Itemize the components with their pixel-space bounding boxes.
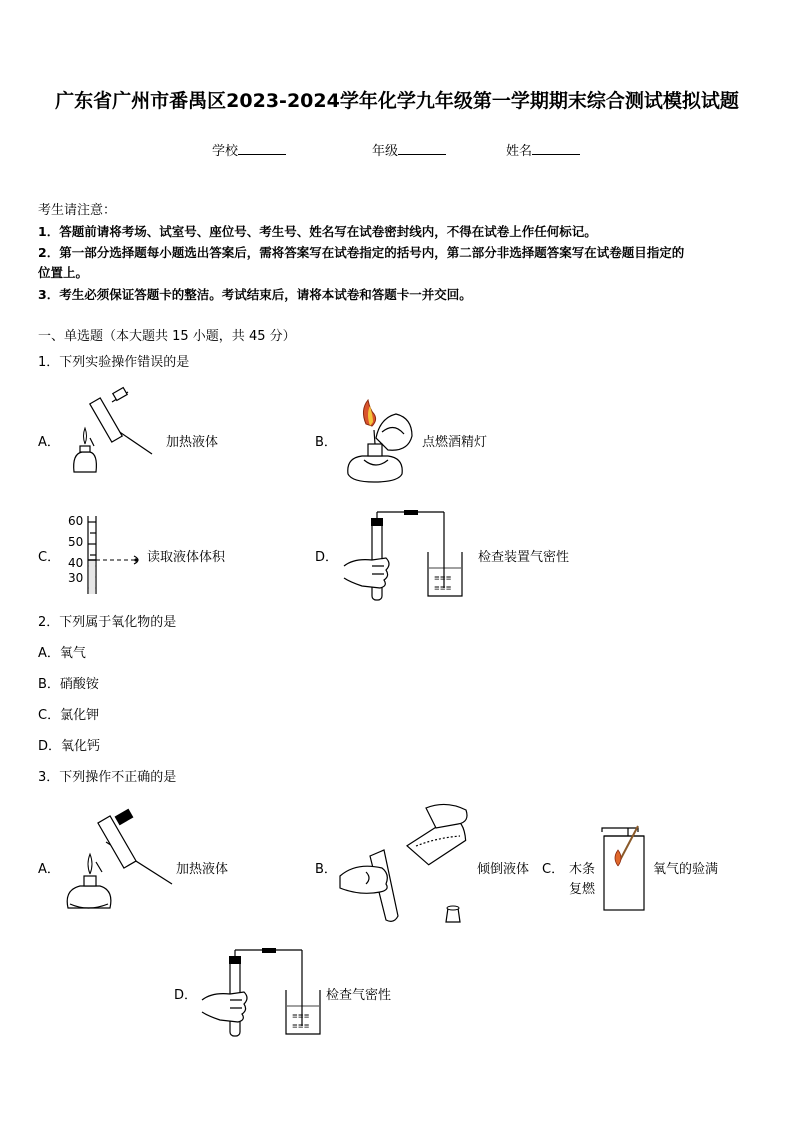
question-1-stem: 1．下列实验操作错误的是 bbox=[38, 355, 190, 370]
notice-item-2-cont: 位置上。 bbox=[38, 265, 89, 280]
notice-item-1: 1．答题前请将考场、试室号、座位号、考生号、姓名写在试卷密封线内，不得在试卷上作任何标记。 bbox=[38, 224, 597, 239]
q1-option-a-letter: A． bbox=[38, 435, 60, 450]
q2-option-b: B．硝酸铵 bbox=[38, 677, 99, 692]
q1-option-d-letter: D． bbox=[315, 550, 339, 565]
svg-text:≡≡≡: ≡≡≡ bbox=[434, 574, 452, 582]
q1-option-d-text: 检查装置气密性 bbox=[478, 550, 570, 565]
notice-item-3: 3．考生必须保证答题卡的整洁。考试结束后，请将本试卷和答题卡一并交回。 bbox=[38, 287, 472, 302]
q1-option-a-text: 加热液体 bbox=[166, 435, 219, 450]
question-2-stem: 2．下列属于氧化物的是 bbox=[38, 615, 177, 630]
q3-option-c-letter: C． bbox=[542, 862, 565, 877]
school-field: 学校 bbox=[212, 140, 286, 159]
q3-airtightness-figure bbox=[198, 944, 326, 1038]
q3-option-b-text: 倾倒液体 bbox=[477, 862, 530, 877]
q3-oxygen-check-figure bbox=[598, 822, 650, 914]
q3-option-c-text: 氧气的验满 bbox=[653, 862, 719, 877]
notice-item-2: 2．第一部分选择题每小题选出答案后，需将答案写在试卷指定的括号内，第二部分非选择题答案写在试卷题目指定的 bbox=[38, 245, 685, 260]
q3-c-label-wood: 木条 bbox=[569, 862, 596, 877]
svg-text:≡≡≡: ≡≡≡ bbox=[292, 1022, 310, 1030]
q3-pouring-liquid-figure bbox=[336, 798, 472, 926]
q1-option-b-text: 点燃酒精灯 bbox=[422, 435, 488, 450]
svg-text:≡≡≡: ≡≡≡ bbox=[292, 1012, 310, 1020]
cylinder-tick-labels bbox=[68, 514, 83, 586]
q3-option-d-letter: D． bbox=[174, 988, 198, 1003]
name-field: 姓名 bbox=[506, 140, 580, 159]
q3-c-label-relight: 复燃 bbox=[569, 882, 596, 897]
q3-heating-liquid-figure bbox=[60, 812, 178, 922]
svg-text:≡≡≡: ≡≡≡ bbox=[434, 584, 452, 592]
cylinder-tick-30: 30 bbox=[68, 571, 84, 585]
cylinder-tick-50: 50 bbox=[68, 535, 84, 549]
q3-option-a-text: 加热液体 bbox=[176, 862, 229, 877]
q1-option-b-letter: B． bbox=[315, 435, 337, 450]
cylinder-tick-40: 40 bbox=[68, 556, 84, 570]
q3-option-d-text: 检查气密性 bbox=[326, 988, 392, 1003]
q1-lighting-lamp-figure bbox=[338, 396, 418, 488]
page-title: 广东省广州市番禺区2023-2024学年化学九年级第一学期期末综合测试模拟试题 bbox=[55, 90, 739, 112]
q3-option-a-letter: A． bbox=[38, 862, 60, 877]
q2-option-d: D．氧化钙 bbox=[38, 739, 101, 754]
q1-heating-liquid-figure bbox=[60, 392, 160, 492]
q1-option-c-letter: C． bbox=[38, 550, 61, 565]
cylinder-tick-60: 60 bbox=[68, 514, 84, 528]
q2-option-c: C．氯化钾 bbox=[38, 708, 100, 723]
section-heading: 一、单选题（本大题共 15 小题，共 45 分） bbox=[38, 329, 296, 344]
q1-option-c-text: 读取液体体积 bbox=[147, 550, 226, 565]
question-3-stem: 3．下列操作不正确的是 bbox=[38, 770, 177, 785]
grade-field: 年级 bbox=[372, 140, 446, 159]
notice-heading: 考生请注意： bbox=[38, 203, 117, 218]
q3-option-b-letter: B． bbox=[315, 862, 337, 877]
q1-airtightness-figure bbox=[340, 506, 468, 602]
q2-option-a: A．氧气 bbox=[38, 646, 86, 661]
